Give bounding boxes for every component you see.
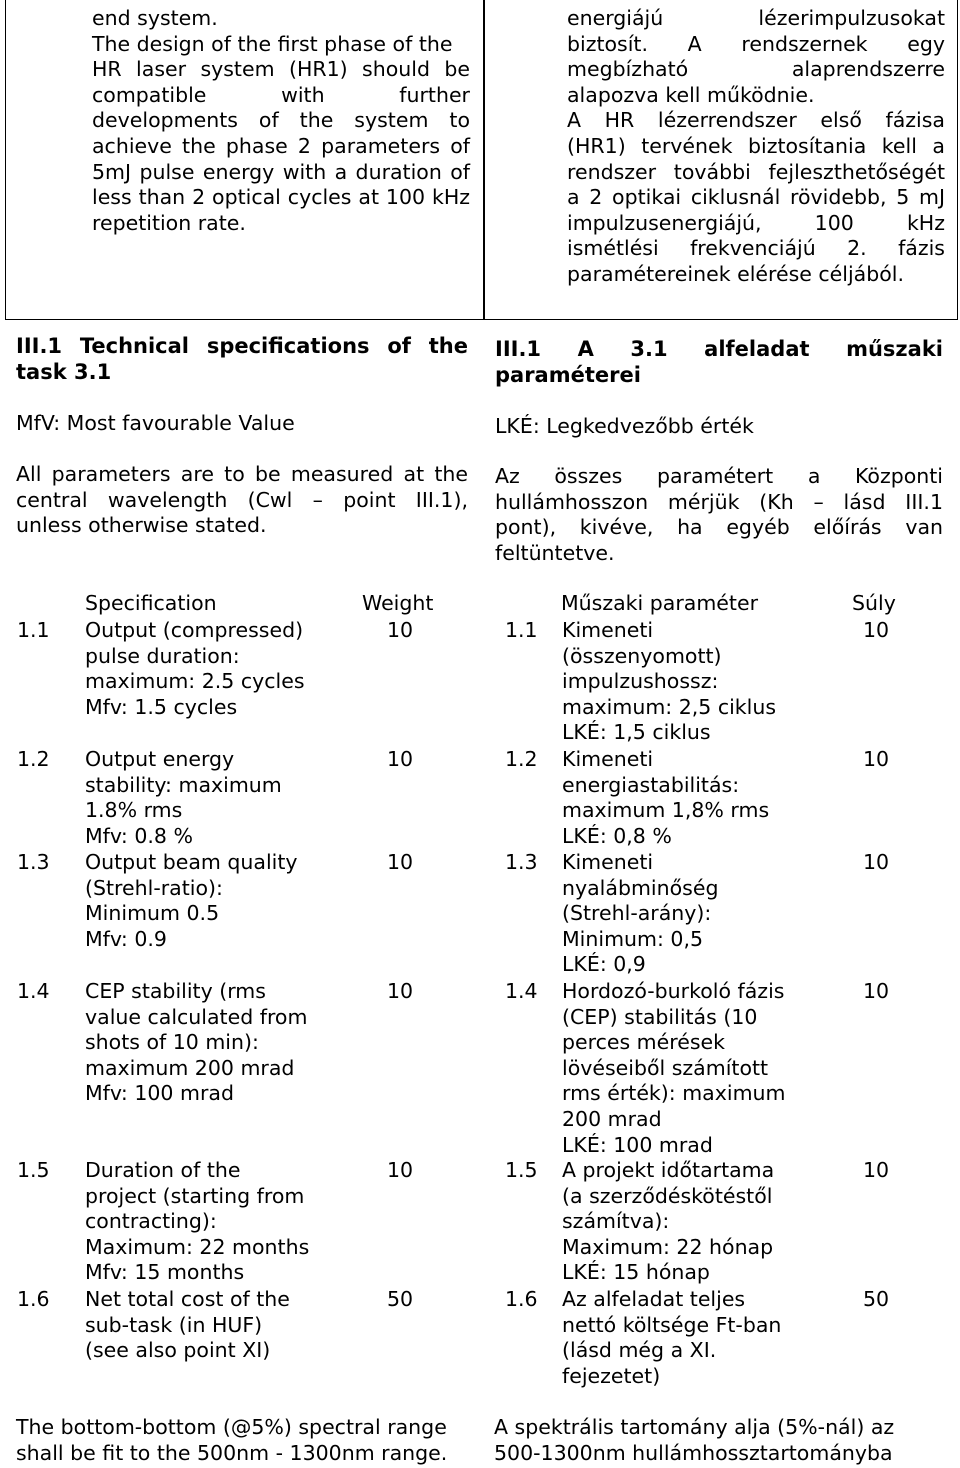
text-line: Az összes paramétert a Központi	[495, 464, 943, 488]
spec-line: stability: maximum	[85, 772, 282, 797]
spec-line: shots of 10 min):	[85, 1030, 259, 1055]
row-number: 1.3	[17, 850, 50, 874]
text-line: All parameters are to be measured at the	[16, 462, 468, 486]
row-spec	[85, 1158, 309, 1286]
spectral-range-note-left	[16, 1415, 447, 1466]
spec-line: számítva):	[562, 1209, 670, 1234]
spec-line: nyalábminőség	[562, 875, 719, 900]
row-number: 1.6	[505, 1287, 538, 1311]
heading-line: III.1 A 3.1 alfeladat műszaki	[495, 337, 943, 361]
row-spec	[562, 850, 718, 978]
top-right-box	[484, 0, 958, 320]
spec-line: Maximum: 22 hónap	[562, 1234, 774, 1259]
spec-line: Output beam quality	[85, 850, 298, 874]
table-left-header-spec: Specification	[85, 591, 217, 615]
spec-line: lövéseiből számított	[562, 1055, 769, 1080]
text-line: hullámhosszon mérjük (Kh – lásd III.1	[495, 489, 943, 514]
row-spec	[562, 1287, 781, 1389]
spec-line: Output energy	[85, 747, 235, 771]
row-number: 1.2	[17, 747, 50, 771]
spec-line: (Strehl-ratio):	[85, 875, 223, 900]
text-line: central wavelength (Cwl – point III.1),	[16, 487, 468, 512]
row-spec	[562, 979, 786, 1158]
row-number: 1.6	[17, 1287, 50, 1311]
text-line: 5mJ pulse energy with a duration of	[92, 159, 470, 184]
spec-line: value calculated from	[85, 1004, 308, 1029]
row-weight: 10	[387, 1158, 414, 1182]
spec-line: maximum 1,8% rms	[562, 798, 770, 823]
spec-line: 200 mrad	[562, 1106, 662, 1131]
spec-line: Az alfeladat teljes	[562, 1287, 746, 1311]
spec-line: Mfv: 0.9	[85, 926, 167, 951]
spec-line: A projekt időtartama	[562, 1158, 775, 1182]
row-weight: 10	[387, 979, 414, 1003]
spec-line: Mfv: 0.8 %	[85, 823, 193, 848]
row-number: 1.5	[505, 1158, 538, 1182]
text-line: unless otherwise stated.	[16, 513, 267, 538]
spec-line: LKÉ: 0,8 %	[562, 823, 672, 848]
row-number: 1.3	[505, 850, 538, 874]
row-number: 1.5	[17, 1158, 50, 1182]
spectral-range-note-right	[494, 1415, 894, 1466]
spec-line: LKÉ: 0,9	[562, 952, 646, 977]
row-weight: 10	[863, 979, 890, 1003]
row-spec	[85, 1287, 290, 1364]
row-number: 1.1	[505, 618, 538, 642]
text-line: rendszer további fejleszthetőségét	[567, 159, 945, 184]
row-number: 1.2	[505, 747, 538, 771]
row-weight: 10	[387, 618, 414, 642]
spec-line: maximum: 2,5 ciklus	[562, 694, 777, 719]
spec-line: (CEP) stabilitás (10	[562, 1004, 758, 1029]
spec-line: Minimum 0.5	[85, 901, 220, 926]
row-weight: 10	[863, 618, 890, 642]
text-line: A HR lézerrendszer első fázisa	[567, 108, 945, 133]
row-spec	[562, 618, 776, 746]
text-line: energiájú lézerimpulzusokat	[567, 6, 945, 30]
spec-line: Minimum: 0,5	[562, 926, 704, 951]
top-right-text	[567, 6, 945, 288]
text-line: pont), kivéve, ha egyéb előírás van	[495, 515, 943, 540]
row-spec	[562, 747, 769, 849]
spec-line: contracting):	[85, 1209, 217, 1234]
measurement-note-left	[16, 462, 468, 539]
spec-line: nettó költsége Ft-ban	[562, 1312, 782, 1337]
row-spec	[85, 618, 305, 720]
row-number: 1.1	[17, 618, 50, 642]
spec-line: Kimeneti	[562, 850, 654, 874]
table-right-header-spec: Műszaki paraméter	[561, 591, 758, 615]
section-heading-left	[16, 334, 468, 385]
text-line: a 2 optikai ciklusnál rövidebb, 5 mJ	[567, 185, 945, 210]
spec-line: Hordozó-burkoló fázis	[562, 979, 785, 1003]
spec-line: Duration of the	[85, 1158, 241, 1182]
row-number: 1.4	[17, 979, 50, 1003]
spec-line: Output (compressed)	[85, 618, 304, 642]
section-heading-right	[495, 337, 943, 388]
row-weight: 10	[863, 1158, 890, 1182]
heading-line: task 3.1	[16, 359, 112, 384]
text-line: end system.	[92, 6, 218, 30]
row-number: 1.4	[505, 979, 538, 1003]
text-line: compatible with further	[92, 82, 470, 107]
spec-line: (Strehl-arány):	[562, 901, 712, 926]
spec-line: maximum 200 mrad	[85, 1055, 295, 1080]
spec-line: Net total cost of the	[85, 1287, 290, 1311]
row-spec	[85, 747, 282, 849]
text-line: shall be fit to the 500nm - 1300nm range.	[16, 1440, 448, 1465]
spec-line: pulse duration:	[85, 643, 240, 668]
row-spec	[85, 850, 298, 952]
text-line: impulzusenergiájú, 100 kHz	[567, 210, 945, 235]
spec-line: LKÉ: 100 mrad	[562, 1132, 713, 1157]
text-line: A spektrális tartomány alja (5%-nál) az	[494, 1415, 895, 1439]
text-line: developments of the system to	[92, 108, 470, 133]
spec-line: LKÉ: 1,5 ciklus	[562, 720, 711, 745]
row-spec	[85, 979, 307, 1107]
spec-line: Kimeneti	[562, 618, 654, 642]
spec-line: Maximum: 22 months	[85, 1234, 310, 1259]
text-line: The design of the first phase of the	[92, 31, 453, 56]
text-line: HR laser system (HR1) should be	[92, 57, 470, 82]
text-line: 500-1300nm hullámhossztartományba	[494, 1440, 893, 1465]
spec-line: LKÉ: 15 hónap	[562, 1260, 710, 1285]
spec-line: Mfv: 1.5 cycles	[85, 694, 238, 719]
row-spec	[562, 1158, 774, 1286]
spec-line: perces mérések	[562, 1030, 726, 1055]
spec-line: (see also point XI)	[85, 1338, 271, 1363]
top-left-box	[5, 0, 484, 320]
row-weight: 10	[863, 850, 890, 874]
text-line: (HR1) tervének biztosítania kell a	[567, 133, 945, 158]
spec-line: impulzushossz:	[562, 669, 719, 694]
spec-line: (összenyomott)	[562, 643, 722, 668]
spec-line: (a szerződéskötéstől	[562, 1183, 773, 1208]
text-line: ismétlési frekvenciájú 2. fázis	[567, 236, 945, 261]
text-line: megbízható alaprendszerre	[567, 57, 945, 82]
text-line: biztosít. A rendszernek egy	[567, 31, 945, 56]
spec-line: 1.8% rms	[85, 798, 183, 823]
row-weight: 50	[863, 1287, 890, 1311]
heading-line: III.1 Technical specifications of the	[16, 334, 468, 358]
spec-line: maximum: 2.5 cycles	[85, 669, 305, 694]
spec-line: CEP stability (rms	[85, 979, 266, 1003]
spec-line: project (starting from	[85, 1183, 305, 1208]
spec-line: Kimeneti	[562, 747, 654, 771]
row-weight: 50	[387, 1287, 414, 1311]
spec-line: Mfv: 100 mrad	[85, 1081, 234, 1106]
top-left-text	[92, 6, 470, 236]
text-line: paramétereinek elérése céljából.	[567, 261, 904, 286]
spec-line: rms érték): maximum	[562, 1081, 786, 1106]
lke-note: LKÉ: Legkedvezőbb érték	[495, 414, 754, 438]
spec-line: energiastabilitás:	[562, 772, 740, 797]
row-weight: 10	[863, 747, 890, 771]
spec-line: sub-task (in HUF)	[85, 1312, 263, 1337]
row-weight: 10	[387, 850, 414, 874]
text-line: repetition rate.	[92, 210, 246, 235]
spec-line: Mfv: 15 months	[85, 1260, 245, 1285]
text-line: alapozva kell működnie.	[567, 82, 815, 107]
heading-line: paraméterei	[495, 362, 641, 387]
mfv-note: MfV: Most favourable Value	[16, 411, 295, 435]
text-line: feltüntetve.	[495, 540, 615, 565]
table-left-header-weight: Weight	[362, 591, 434, 615]
text-line: The bottom-bottom (@5%) spectral range	[16, 1415, 447, 1439]
table-right-header-weight: Súly	[852, 591, 896, 615]
spec-line: (lásd még a XI.	[562, 1338, 717, 1363]
spec-line: fejezetet)	[562, 1363, 661, 1388]
text-line: less than 2 optical cycles at 100 kHz	[92, 185, 470, 210]
text-line: achieve the phase 2 parameters of	[92, 133, 470, 158]
measurement-note-right	[495, 464, 943, 566]
row-weight: 10	[387, 747, 414, 771]
